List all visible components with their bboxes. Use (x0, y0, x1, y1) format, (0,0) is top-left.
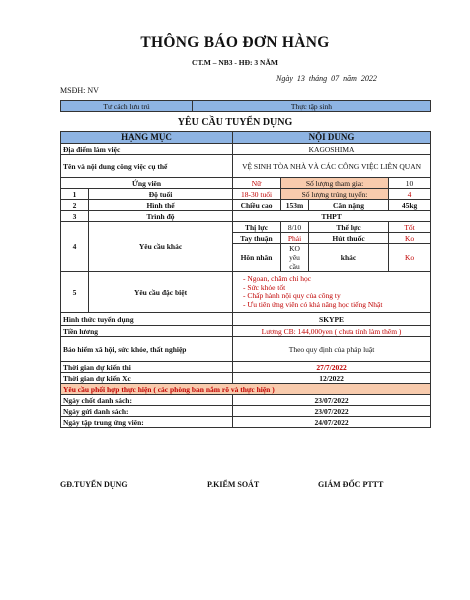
handedness-value: Phải (281, 233, 309, 244)
special-item: - Ngoan, chăm chỉ học (243, 275, 428, 284)
document-date: Ngày 13 tháng 07 năm 2022 (276, 74, 377, 83)
smoking-label: Hút thuốc (309, 233, 389, 244)
hires-label: Số lượng trúng tuyển: (281, 189, 389, 200)
recruit-form-value: SKYPE (233, 313, 431, 326)
job-label: Tên và nội dung công việc cụ thể (61, 155, 233, 178)
fitness-label: Thể lực (309, 222, 389, 233)
page-title: THÔNG BÁO ĐƠN HÀNG (140, 34, 330, 51)
deadline-label: Ngày tập trung ứng viên: (61, 417, 233, 428)
workplace-value: KAGOSHIMA (233, 144, 431, 155)
row2-no: 2 (61, 200, 89, 211)
height-label: Chiều cao (233, 200, 281, 211)
participants-label: Số lượng tham gia: (281, 178, 389, 189)
special-item: - Chấp hành nội quy của công ty (243, 292, 428, 301)
candidate-label: Ứng viên (61, 178, 233, 189)
vision-value: 8/10 (281, 222, 309, 233)
other-requirements-label: Yêu cầu khác (89, 222, 233, 272)
recruit-form-label: Hình thức tuyển dụng (61, 313, 233, 326)
special-requirements-label: Yêu cầu đặc biệt (89, 272, 233, 313)
requirements-table (60, 131, 431, 428)
order-id-label: MSĐH: NV (60, 86, 99, 95)
fitness-value: Tốt (389, 222, 431, 233)
signature-recruitment-director: GĐ.TUYỂN DỤNG (60, 480, 128, 489)
residence-table (60, 100, 431, 112)
deadline-value: 24/07/2022 (233, 417, 431, 428)
other-label: khác (309, 244, 389, 272)
workplace-label: Địa điểm làm việc (61, 144, 233, 155)
exam-date-label: Thời gian dự kiến thi (61, 362, 233, 373)
special-requirements (233, 272, 431, 313)
job-value: VỆ SINH TÒA NHÀ VÀ CÁC CÔNG VIỆC LIÊN QUAN (233, 155, 431, 178)
smoking-value: Ko (389, 233, 431, 244)
section-title: YÊU CẦU TUYỂN DỤNG (177, 117, 293, 128)
physique-label: Hình thể (89, 200, 233, 211)
salary-value: Lương CB: 144,000yen ( chưa tính làm thêm ) (233, 326, 431, 337)
exit-date-label: Thời gian dự kiến Xc (61, 373, 233, 384)
weight-label: Cân nặng (309, 200, 389, 211)
candidate-gender: Nữ (233, 178, 281, 189)
weight-value: 45kg (389, 200, 431, 211)
deadline-label: Ngày chốt danh sách: (61, 395, 233, 406)
education-label: Trình độ (89, 211, 233, 222)
signature-control-dept: P.KIỂM SOÁT (207, 480, 260, 489)
vision-label: Thị lực (233, 222, 281, 233)
insurance-value: Theo quy định của pháp luật (233, 337, 431, 362)
row3-no: 3 (61, 211, 89, 222)
handedness-label: Tay thuận (233, 233, 281, 244)
special-item: - Sức khỏe tốt (243, 284, 428, 293)
header-content: NỘI DUNG (233, 132, 431, 144)
deadline-value: 23/07/2022 (233, 406, 431, 417)
hires-value: 4 (389, 189, 431, 200)
exit-date-value: 12/2022 (233, 373, 431, 384)
exam-date-value: 27/7/2022 (233, 362, 431, 373)
education-value: THPT (233, 211, 431, 222)
other-value: Ko (389, 244, 431, 272)
age-label: Độ tuổi (89, 189, 233, 200)
signature-director: GIÁM ĐỐC PTTT (318, 480, 384, 489)
row5-no: 5 (61, 272, 89, 313)
coordination-note: Yêu cầu phối hợp thực hiện ( các phòng ban nắm rõ và thực hiện ) (61, 384, 431, 395)
row1-no: 1 (61, 189, 89, 200)
height-value: 153m (281, 200, 309, 211)
insurance-label: Bảo hiểm xã hội, sức khỏe, thất nghiệp (61, 337, 233, 362)
salary-label: Tiền lương (61, 326, 233, 337)
residence-label: Tư cách lưu trú (61, 101, 193, 112)
marriage-label: Hôn nhân (233, 244, 281, 272)
row4-no: 4 (61, 222, 89, 272)
deadline-label: Ngày gửi danh sách: (61, 406, 233, 417)
age-value: 18-30 tuổi (233, 189, 281, 200)
participants-value: 10 (389, 178, 431, 189)
order-code: CT.M – NB3 - HĐ: 3 NĂM (192, 58, 278, 67)
special-item: - Ưu tiên ứng viên có khả năng học tiếng Nhật (243, 301, 428, 310)
marriage-value: KO yêu cầu (281, 244, 309, 272)
deadline-value: 23/07/2022 (233, 395, 431, 406)
header-item: HẠNG MỤC (61, 132, 233, 144)
residence-value: Thực tập sinh (193, 101, 431, 112)
